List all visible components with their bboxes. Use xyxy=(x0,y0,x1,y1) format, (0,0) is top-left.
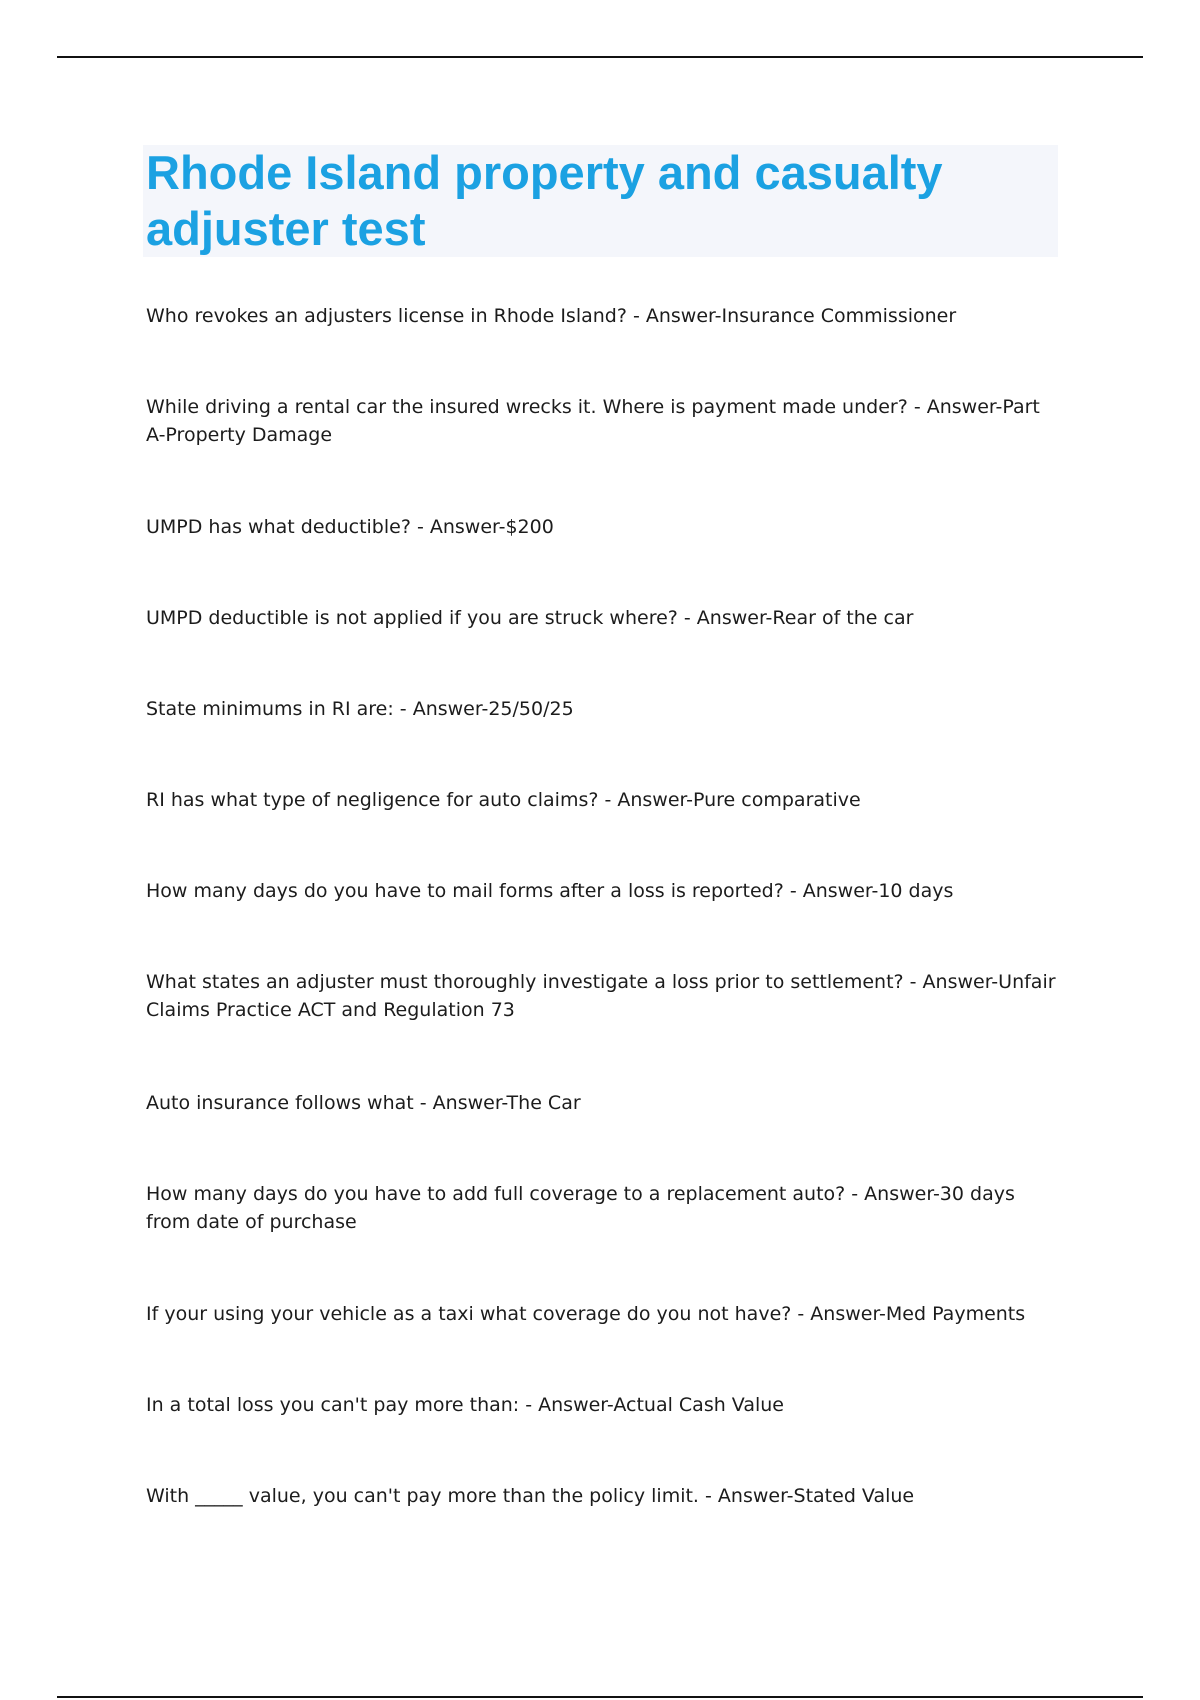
qa-item-8: What states an adjuster must thoroughly investigate a loss prior to settlement? - Answer-Unfair Claims Practice ACT and Regulation 73 xyxy=(146,971,1056,1021)
qa-item-9: Auto insurance follows what - Answer-The Car xyxy=(146,1092,581,1114)
qa-item-6: RI has what type of negligence for auto claims? - Answer-Pure comparative xyxy=(146,789,861,811)
top-rule xyxy=(57,56,1143,58)
qa-item-3: UMPD has what deductible? - Answer-$200 xyxy=(146,516,554,538)
qa-item-13: With _____ value, you can't pay more than the policy limit. - Answer-Stated Value xyxy=(146,1485,915,1507)
document-title: Rhode Island property and casualty adjuster test xyxy=(146,146,943,255)
qa-item-12: In a total loss you can't pay more than: - Answer-Actual Cash Value xyxy=(146,1394,784,1416)
qa-item-11: If your using your vehicle as a taxi what coverage do you not have? - Answer-Med Payments xyxy=(146,1303,1026,1325)
bottom-rule xyxy=(57,1696,1143,1698)
qa-item-7: How many days do you have to mail forms after a loss is reported? - Answer-10 days xyxy=(146,880,954,902)
qa-item-2: While driving a rental car the insured wrecks it. Where is payment made under? - Answer-Part A-Property Damage xyxy=(146,396,1040,446)
qa-item-5: State minimums in RI are: - Answer-25/50/25 xyxy=(146,698,574,720)
qa-item-10: How many days do you have to add full coverage to a replacement auto? - Answer-30 days from date of purchase xyxy=(146,1183,1015,1233)
title-banner xyxy=(143,145,1058,257)
qa-item-1: Who revokes an adjusters license in Rhode Island? - Answer-Insurance Commissioner xyxy=(146,305,957,327)
qa-item-4: UMPD deductible is not applied if you are struck where? - Answer-Rear of the car xyxy=(146,607,914,629)
